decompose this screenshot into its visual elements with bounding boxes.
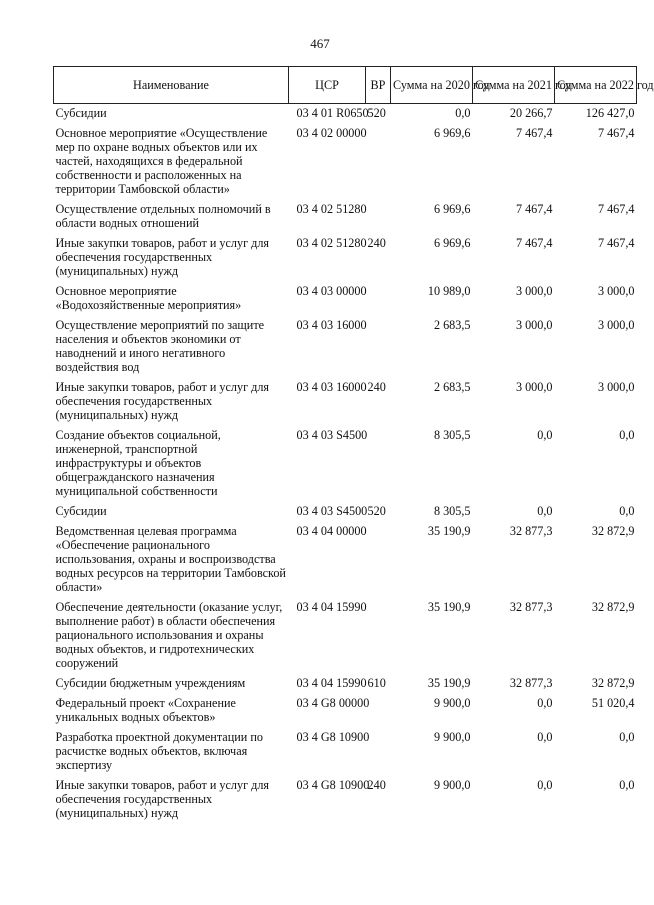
row-sum-2021: 20 266,7 xyxy=(509,106,553,120)
header-sum-2021: Сумма на 2021 год xyxy=(473,67,555,104)
table-row xyxy=(54,524,637,600)
table-header-row xyxy=(54,67,637,104)
row-name: Осуществление отдельных полномочий в области водных отношений xyxy=(55,202,271,230)
row-vr xyxy=(366,428,391,504)
row-name: Ведомственная целевая программа «Обеспечение рационального использования, охраны и воспроизводства водных ресурсов на территории Тамбовской области» xyxy=(55,524,286,594)
row-vr xyxy=(366,524,391,600)
row-sum-2021: 0,0 xyxy=(537,730,553,744)
row-csr: 03 4 02 00000 xyxy=(296,126,367,140)
row-vr: 240 xyxy=(367,778,386,792)
row-sum-2021: 32 877,3 xyxy=(509,676,553,690)
row-csr: 03 4 G8 10900 xyxy=(296,730,370,744)
row-csr: 03 4 G8 00000 xyxy=(296,696,370,710)
header-sum-2020: Сумма на 2020 год xyxy=(391,67,473,104)
row-sum-2021: 7 467,4 xyxy=(515,126,553,140)
row-sum-2020: 35 190,9 xyxy=(427,524,471,538)
row-csr: 03 4 04 00000 xyxy=(296,524,367,538)
row-sum-2021: 3 000,0 xyxy=(515,318,553,332)
row-sum-2020: 6 969,6 xyxy=(433,202,471,216)
header-sum-2022: Сумма на 2022 год xyxy=(555,67,637,104)
row-vr: 610 xyxy=(367,676,386,690)
row-sum-2021: 0,0 xyxy=(537,504,553,518)
row-name: Субсидии xyxy=(55,106,107,120)
row-vr: 240 xyxy=(367,236,386,250)
row-sum-2020: 9 900,0 xyxy=(433,696,471,710)
table-row xyxy=(54,676,637,696)
row-vr xyxy=(366,202,391,236)
header-csr: ЦСР xyxy=(289,67,366,104)
table-row xyxy=(54,380,637,428)
row-sum-2020: 8 305,5 xyxy=(433,504,471,518)
row-sum-2021: 7 467,4 xyxy=(515,202,553,216)
row-sum-2022: 51 020,4 xyxy=(591,696,635,710)
row-csr: 03 4 03 S4500 xyxy=(296,428,368,442)
row-vr: 520 xyxy=(367,504,386,518)
row-name: Федеральный проект «Сохранение уникальных водных объектов» xyxy=(55,696,236,724)
row-name: Иные закупки товаров, работ и услуг для обеспечения государственных (муниципальных) нужд xyxy=(55,380,270,422)
table-row xyxy=(54,202,637,236)
table-body xyxy=(54,104,637,827)
row-sum-2022: 0,0 xyxy=(619,504,635,518)
row-sum-2022: 7 467,4 xyxy=(597,236,635,250)
row-sum-2020: 2 683,5 xyxy=(433,380,471,394)
row-vr: 240 xyxy=(367,380,386,394)
row-csr: 03 4 G8 10900 xyxy=(296,778,370,792)
row-name: Основное мероприятие «Осуществление мер по охране водных объектов или их частей, находящихся в федеральной собственности и расположенных на территории Тамбовской области» xyxy=(55,126,268,196)
header-vr: ВР xyxy=(366,67,391,104)
row-vr xyxy=(366,284,391,318)
row-sum-2022: 0,0 xyxy=(619,428,635,442)
row-csr: 03 4 02 51280 xyxy=(296,202,367,216)
row-sum-2022: 32 872,9 xyxy=(591,676,635,690)
row-sum-2022: 32 872,9 xyxy=(591,600,635,614)
table-row xyxy=(54,778,637,826)
row-sum-2021: 3 000,0 xyxy=(515,284,553,298)
row-sum-2022: 32 872,9 xyxy=(591,524,635,538)
row-sum-2020: 6 969,6 xyxy=(433,126,471,140)
row-sum-2022: 7 467,4 xyxy=(597,126,635,140)
table-row xyxy=(54,104,637,127)
row-name: Осуществление мероприятий по защите населения и объектов экономики от наводнений и иного негативного воздействия вод xyxy=(55,318,265,374)
table-row xyxy=(54,284,637,318)
row-sum-2020: 8 305,5 xyxy=(433,428,471,442)
table-row xyxy=(54,318,637,380)
table-row xyxy=(54,236,637,284)
row-sum-2020: 10 989,0 xyxy=(427,284,471,298)
row-csr: 03 4 03 S4500 xyxy=(296,504,368,518)
row-csr: 03 4 03 00000 xyxy=(296,284,367,298)
table-row xyxy=(54,504,637,524)
row-csr: 03 4 04 15990 xyxy=(296,676,367,690)
row-name: Субсидии xyxy=(55,504,107,518)
row-sum-2022: 0,0 xyxy=(619,778,635,792)
row-sum-2020: 9 900,0 xyxy=(433,778,471,792)
row-sum-2020: 6 969,6 xyxy=(433,236,471,250)
row-sum-2021: 0,0 xyxy=(537,696,553,710)
row-sum-2021: 32 877,3 xyxy=(509,524,553,538)
row-sum-2022: 0,0 xyxy=(619,730,635,744)
page-number: 467 xyxy=(310,36,330,51)
row-sum-2020: 35 190,9 xyxy=(427,600,471,614)
table-row xyxy=(54,428,637,504)
row-csr: 03 4 04 15990 xyxy=(296,600,367,614)
row-sum-2020: 9 900,0 xyxy=(433,730,471,744)
row-sum-2021: 32 877,3 xyxy=(509,600,553,614)
row-name: Разработка проектной документации по расчистке водных объектов, включая экспертизу xyxy=(55,730,263,772)
row-sum-2021: 0,0 xyxy=(537,778,553,792)
row-csr: 03 4 03 16000 xyxy=(296,318,367,332)
row-csr: 03 4 02 51280 xyxy=(296,236,367,250)
table-row xyxy=(54,696,637,730)
header-name: Наименование xyxy=(54,67,289,104)
row-sum-2022: 3 000,0 xyxy=(597,318,635,332)
row-sum-2021: 3 000,0 xyxy=(515,380,553,394)
row-sum-2020: 2 683,5 xyxy=(433,318,471,332)
row-name: Основное мероприятие «Водохозяйственные мероприятия» xyxy=(55,284,242,312)
row-sum-2022: 126 427,0 xyxy=(585,106,635,120)
row-vr xyxy=(366,318,391,380)
row-csr: 03 4 03 16000 xyxy=(296,380,367,394)
row-vr: 520 xyxy=(367,106,386,120)
row-csr: 03 4 01 R0650 xyxy=(296,106,369,120)
table-row xyxy=(54,600,637,676)
row-sum-2022: 3 000,0 xyxy=(597,380,635,394)
row-sum-2021: 7 467,4 xyxy=(515,236,553,250)
budget-table xyxy=(53,66,654,826)
table-row xyxy=(54,730,637,778)
table-row xyxy=(54,126,637,202)
row-sum-2020: 35 190,9 xyxy=(427,676,471,690)
row-name: Субсидии бюджетным учреждениям xyxy=(55,676,246,690)
row-vr xyxy=(366,600,391,676)
row-name: Обеспечение деятельности (оказание услуг, выполнение работ) в области обеспечения рационального использования и охраны водных объектов, и гидротехнических сооружений xyxy=(55,600,283,670)
row-sum-2021: 0,0 xyxy=(537,428,553,442)
row-sum-2022: 3 000,0 xyxy=(597,284,635,298)
row-sum-2022: 7 467,4 xyxy=(597,202,635,216)
row-vr xyxy=(366,126,391,202)
row-name: Иные закупки товаров, работ и услуг для обеспечения государственных (муниципальных) нужд xyxy=(55,778,270,820)
row-name: Иные закупки товаров, работ и услуг для обеспечения государственных (муниципальных) нужд xyxy=(55,236,270,278)
row-name: Создание объектов социальной, инженерной, транспортной инфраструктуры и объектов общегражданского назначения муниципальной собственности xyxy=(55,428,221,498)
row-sum-2020: 0,0 xyxy=(455,106,471,120)
